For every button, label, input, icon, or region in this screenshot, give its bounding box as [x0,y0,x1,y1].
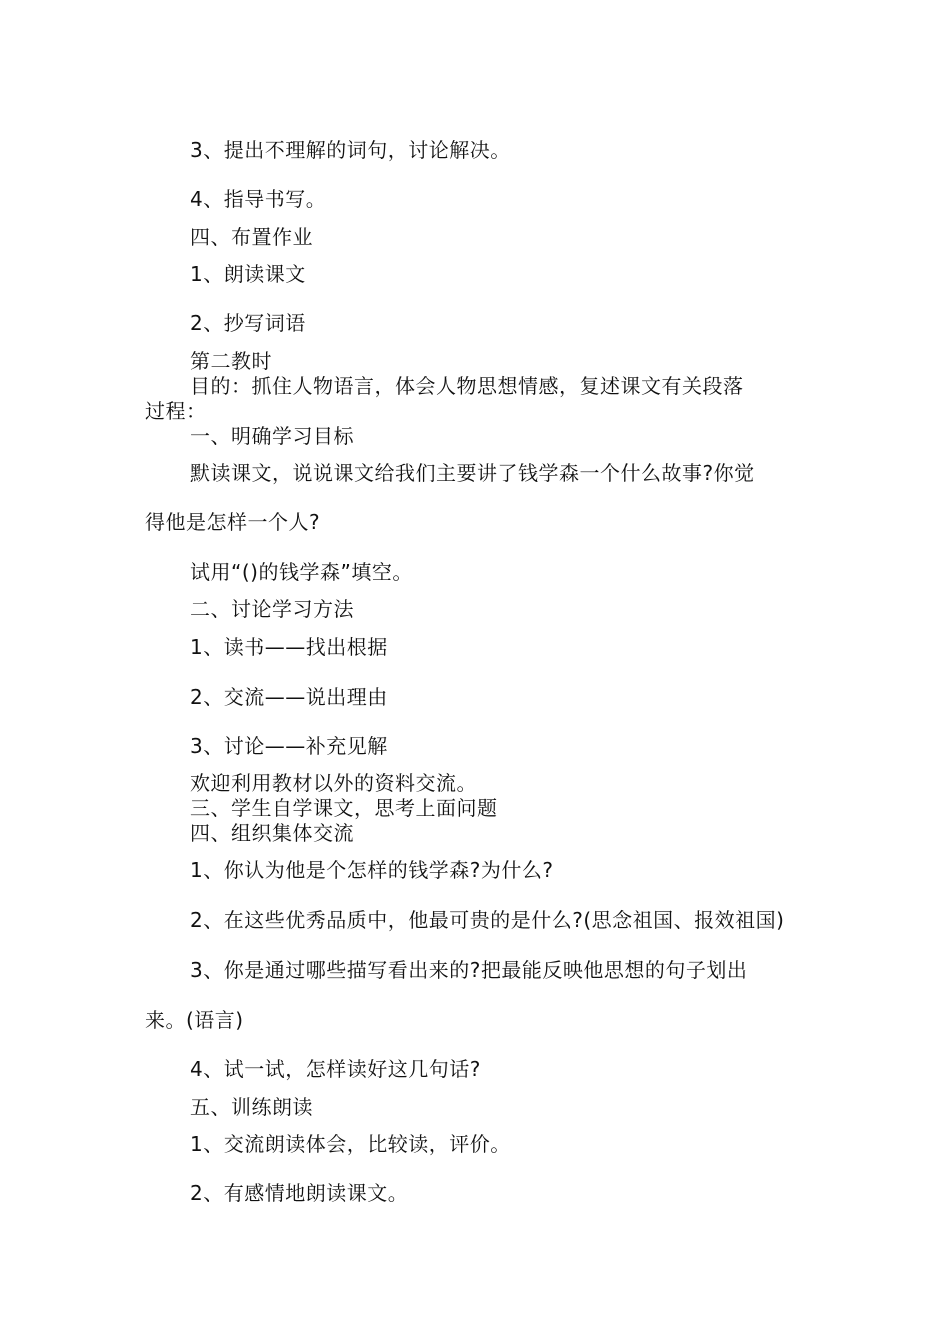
text-line: 2、有感情地朗读课文。 [190,1181,409,1205]
text-line: 过程： [145,399,207,423]
section-heading: 四、组织集体交流 [190,821,354,845]
section-heading: 一、明确学习目标 [190,424,354,448]
text-line: 得他是怎样一个人? [145,510,321,534]
text-line: 试用“()的钱学森”填空。 [190,560,413,584]
text-line: 2、交流——说出理由 [190,685,388,709]
text-line: 2、在这些优秀品质中，他最可贵的是什么?(思念祖国、报效祖国) [190,908,785,932]
text-line: 1、你认为他是个怎样的钱学森?为什么? [190,858,554,882]
section-heading: 三、学生自学课文，思考上面问题 [190,796,498,820]
text-line: 3、提出不理解的词句，讨论解决。 [190,138,511,162]
section-heading: 四、布置作业 [190,225,313,249]
text-line: 4、试一试，怎样读好这几句话? [190,1057,481,1081]
text-line: 1、交流朗读体会，比较读，评价。 [190,1132,511,1156]
section-heading: 二、讨论学习方法 [190,597,354,621]
text-line: 1、朗读课文 [190,262,306,286]
text-line: 4、指导书写。 [190,187,327,211]
text-line: 欢迎利用教材以外的资料交流。 [190,771,477,795]
text-line: 3、讨论——补充见解 [190,734,388,758]
text-line: 2、抄写词语 [190,311,306,335]
text-line: 默读课文，说说课文给我们主要讲了钱学森一个什么故事?你觉 [190,461,755,485]
text-line: 3、你是通过哪些描写看出来的?把最能反映他思想的句子划出 [190,958,748,982]
section-heading: 第二教时 [190,349,272,373]
section-heading: 五、训练朗读 [190,1095,313,1119]
text-line: 目的：抓住人物语言，体会人物思想情感，复述课文有关段落 [190,374,744,398]
text-line: 1、读书——找出根据 [190,635,388,659]
text-line: 来。(语言) [145,1008,244,1032]
